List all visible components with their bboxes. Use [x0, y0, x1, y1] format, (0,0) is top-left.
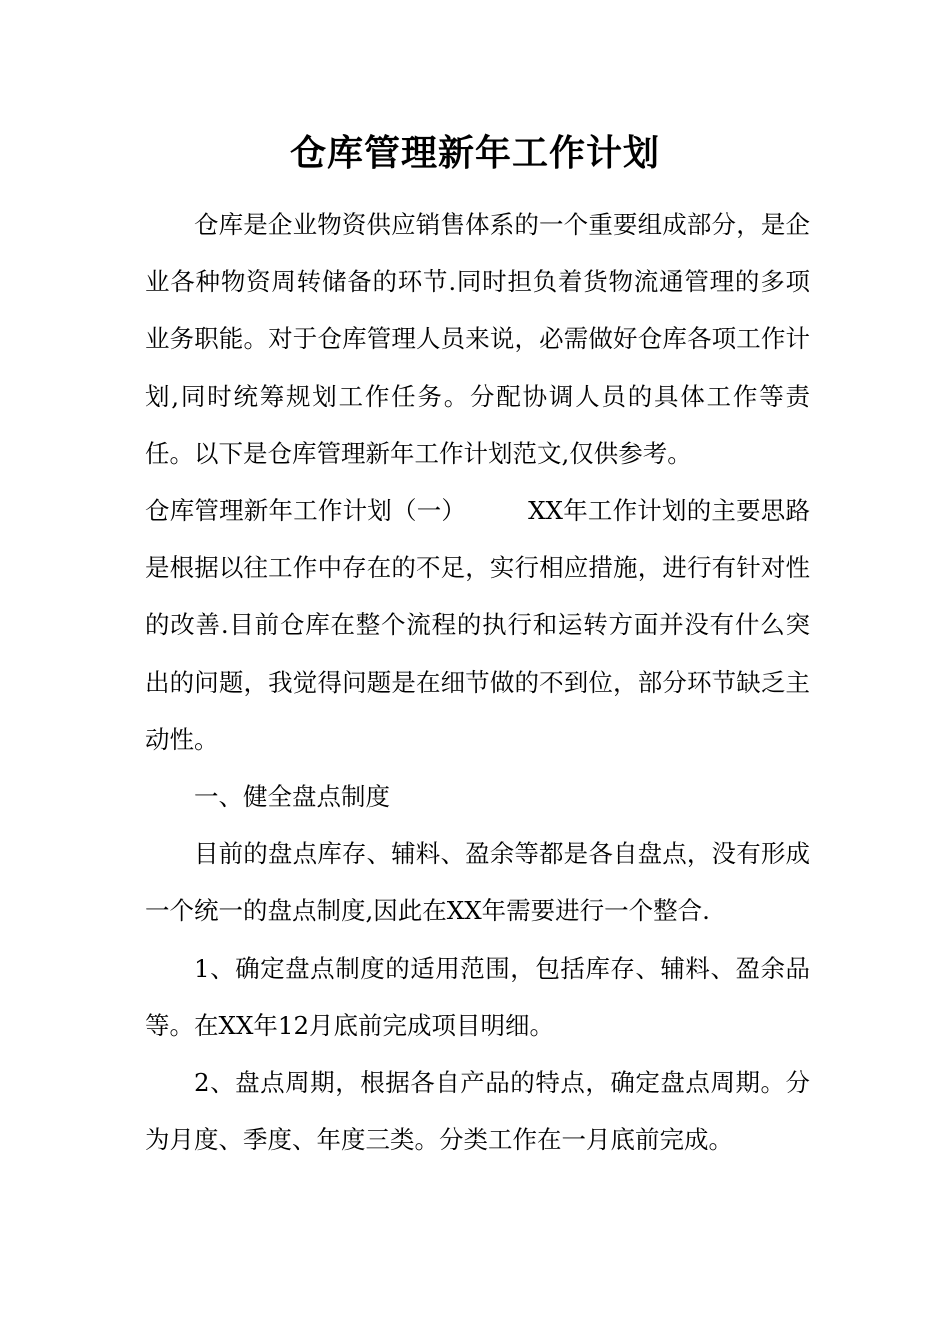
intro-paragraph: 仓库是企业物资供应销售体系的一个重要组成部分，是企业各种物资周转储备的环节.同时担负着货物流通管理的多项业务职能。对于仓库管理人员来说，必需做好仓库各项工作计划,同时统筹规划工作任务。分配协调人员的具体工作等责任。以下是仓库管理新年工作计划范文,仅供参考。: [145, 210, 810, 468]
list-item-two: 2、盘点周期，根据各自产品的特点，确定盘点周期。分为月度、季度、年度三类。分类工作在一月底前完成。: [145, 1068, 810, 1155]
plan-text: XX年工作计划的主要思路是根据以往工作中存在的不足，实行相应措施，进行有针对性的改善.目前仓库在整个流程的执行和运转方面并没有什么突出的问题，我觉得问题是在细节做的不到位，部分环节缺乏主动性。: [145, 496, 810, 754]
plan-heading: 仓库管理新年工作计划（一）: [145, 496, 467, 526]
section-one-paragraph: 目前的盘点库存、辅料、盈余等都是各自盘点，没有形成一个统一的盘点制度,因此在XX年需要进行一个整合.: [145, 839, 810, 926]
section-heading-one: 一、健全盘点制度: [194, 782, 390, 812]
document-body: [145, 196, 810, 1168]
document-title: 仓库管理新年工作计划: [289, 133, 660, 174]
plan-paragraph: [145, 482, 810, 768]
list-item-one: 1、确定盘点制度的适用范围，包括库存、辅料、盈余品等。在XX年12月底前完成项目明细。: [145, 953, 810, 1040]
